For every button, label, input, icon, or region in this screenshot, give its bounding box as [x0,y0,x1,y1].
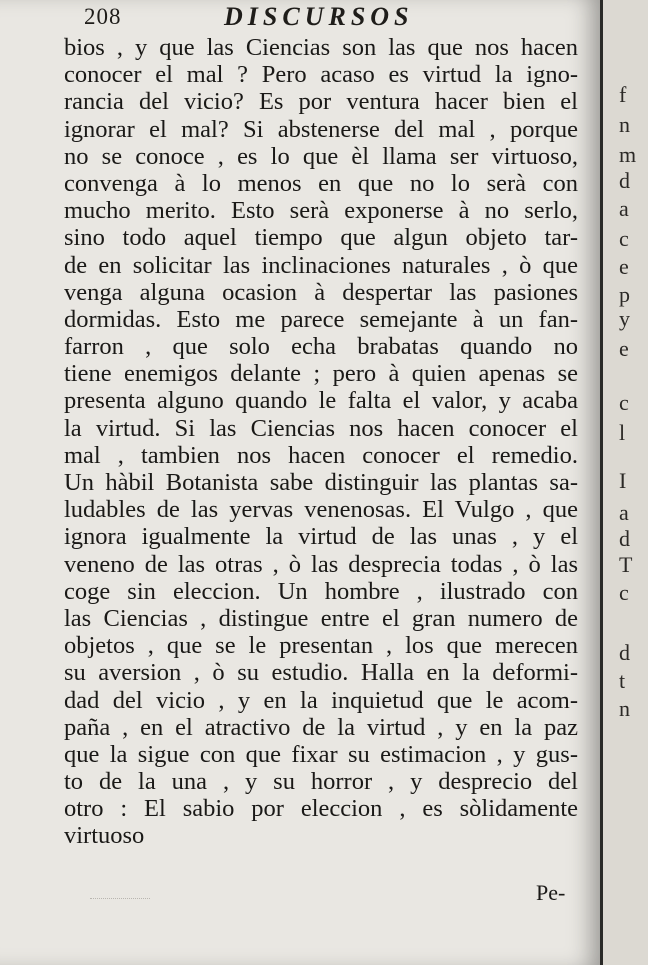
facing-letter: n [619,112,630,137]
facing-letter: a [619,196,629,221]
text-line: coge sin eleccion. Un hombre , ilustrado con [64,577,578,605]
text-line: farron , que solo echa brabatas quando no [64,333,578,361]
text-line: la virtud. Si las Ciencias nos hacen conocer el [64,414,578,442]
text-line: veneno de las otras , ò las desprecia todas , ò las [64,550,578,578]
facing-letter: I [619,468,627,493]
facing-letter: l [619,420,626,445]
text-line: dad del vicio , y en la inquietud que le acom- [64,686,578,714]
text-line: dormidas. Esto me parece semejante à un fan- [64,305,578,333]
text-line: no se conoce , es lo que èl llama ser virtuoso, [64,142,578,170]
facing-letter: p [619,282,630,307]
text-line: otro : El sabio por eleccion , es sòlidamente [64,795,578,823]
facing-letter: c [619,580,629,605]
text-line: ludables de las yervas venenosas. El Vulgo , que [64,496,578,524]
body-text [64,34,578,850]
text-line: sino todo aquel tiempo que algun objeto tar- [64,224,578,252]
text-line: ignora igualmente la virtud de las unas , y el [64,523,578,551]
text-line: de en solicitar las inclinaciones naturales , ò que [64,251,578,279]
text-line: mal , tambien nos hacen conocer el remedio. [64,441,578,469]
text-line: que la sigue con que fixar su estimacion , y gus- [64,740,578,768]
text-line: to de la una , y su horror , y desprecio del [64,768,578,796]
text-line: Un hàbil Botanista sabe distinguir las plantas sa- [64,469,578,496]
text-line: tiene enemigos delante ; pero à quien apenas se [64,360,578,388]
text-line: las Ciencias , distingue entre el gran numero de [64,604,578,632]
ink-smudge [90,898,150,909]
facing-letter: d [619,168,630,193]
facing-letter: f [619,82,627,107]
facing-letter: c [619,226,629,251]
text-line: paña , en el atractivo de la virtud , y en la paz [64,713,578,741]
facing-letter: T [619,552,633,577]
text-line: su aversion , ò su estudio. Halla en la deformi- [64,659,578,687]
page-header [84,2,504,36]
text-line: presenta alguno quando le falta el valor, y acaba [64,387,578,415]
text-line: objetos , que se le presentan , los que merecen [64,632,578,660]
facing-letter: c [619,390,629,415]
catchword: Pe- [536,880,566,905]
facing-letter: e [619,254,629,279]
text-line: conocer el mal ? Pero acaso es virtud la igno- [64,61,578,89]
text-line-last: virtuoso [64,822,145,850]
facing-letter: t [619,668,626,693]
facing-letter: n [619,696,630,721]
facing-letter: d [619,640,630,665]
page-number: 208 [84,4,122,29]
facing-letter: y [619,306,630,331]
text-line: bios , y que las Ciencias son las que nos hacen [64,34,578,61]
text-line: convenga à lo menos en que no lo serà con [64,169,578,197]
facing-page-edge [600,0,648,965]
facing-letter: e [619,336,629,361]
text-line: rancia del vicio? Es por ventura hacer bien el [64,88,578,116]
running-title: DISCURSOS [224,2,414,31]
text-line: venga alguna ocasion à despertar las pasiones [64,278,578,306]
text-line: ignorar el mal? Si abstenerse del mal , porque [64,115,578,143]
facing-letter: a [619,500,629,525]
text-line: mucho merito. Esto serà exponerse à no serlo, [64,197,578,225]
facing-letter: d [619,526,630,551]
facing-letter: m [619,142,637,167]
